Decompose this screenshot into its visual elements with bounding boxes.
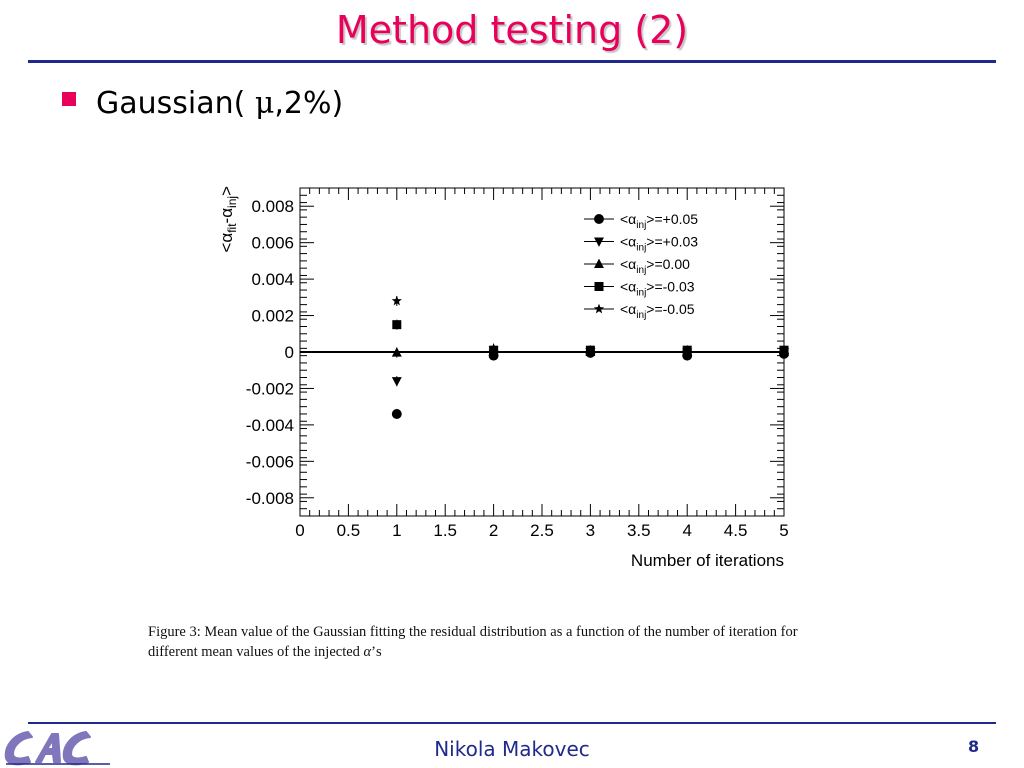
- caption-line-2: [148, 642, 918, 662]
- y-tick-label: 0.006: [251, 233, 294, 253]
- data-point-circle: [392, 409, 402, 419]
- data-point-triangle-down: [392, 377, 402, 386]
- author-name: Nikola Makovec: [434, 737, 590, 761]
- caption-line-2a: different mean values of the injected: [148, 644, 364, 660]
- legend-marker-square: [595, 282, 604, 291]
- y-tick-label: 0.004: [251, 270, 294, 290]
- bullet-tail: ,2%): [274, 86, 344, 121]
- x-tick-label: 1.5: [433, 521, 458, 540]
- footer-rule: [28, 722, 996, 724]
- x-tick-label: 5: [779, 521, 789, 540]
- bullet-label: Gaussian(: [96, 86, 246, 121]
- legend-marker-circle: [594, 214, 604, 224]
- legend-marker-triangle-down: [594, 237, 604, 246]
- slide-title: Method testing (2): [335, 8, 689, 52]
- x-tick-label: 2.5: [530, 521, 554, 540]
- x-tick-label: 0: [295, 521, 305, 540]
- x-tick-label: 2: [488, 521, 499, 540]
- data-point-square: [392, 320, 401, 329]
- caption-alpha: α: [363, 644, 372, 660]
- x-tick-label: 4: [682, 521, 692, 540]
- y-tick-label: 0.008: [251, 197, 294, 217]
- bullet-mu: μ: [254, 86, 275, 121]
- caption-line-2b: ’s: [371, 644, 382, 660]
- legend-marker-triangle-up: [594, 259, 604, 268]
- x-tick-label: 4.5: [723, 521, 748, 540]
- y-tick-label: -0.008: [245, 488, 294, 508]
- caption-line-1: Figure 3: Mean value of the Gaussian fitting the residual distribution as a function of the number of iteration for: [148, 624, 798, 640]
- figure-caption: [148, 622, 918, 662]
- legend-marker-star: [594, 304, 604, 314]
- y-tick-label: -0.006: [245, 452, 294, 472]
- legend-entry: $<\alpha_{inj}>=+0.05$: [620, 211, 699, 231]
- y-tick-label: -0.004: [245, 415, 294, 435]
- y-axis-label: $<\alpha_{fit}-\alpha_{inj}>$: [217, 186, 239, 253]
- x-tick-label: 1: [392, 521, 402, 540]
- legend-entry: $<\alpha_{inj}>=-0.05$: [620, 301, 695, 321]
- x-tick-label: 3: [585, 521, 596, 540]
- legend-entry: $<\alpha_{inj}>=+0.03$: [620, 233, 699, 254]
- y-tick-label: 0: [284, 343, 294, 362]
- legend-entry: $<\alpha_{inj}>=-0.03$: [620, 278, 695, 299]
- x-tick-label: 3.5: [626, 521, 651, 540]
- page-number: 8: [968, 737, 980, 756]
- y-tick-label: 0.002: [251, 306, 294, 326]
- legend-entry: $<\alpha_{inj}>=0.00$: [620, 256, 690, 276]
- y-tick-label: -0.002: [245, 379, 294, 399]
- x-axis-label: Number of iterations: [630, 551, 784, 570]
- x-tick-label: 0.5: [336, 521, 361, 540]
